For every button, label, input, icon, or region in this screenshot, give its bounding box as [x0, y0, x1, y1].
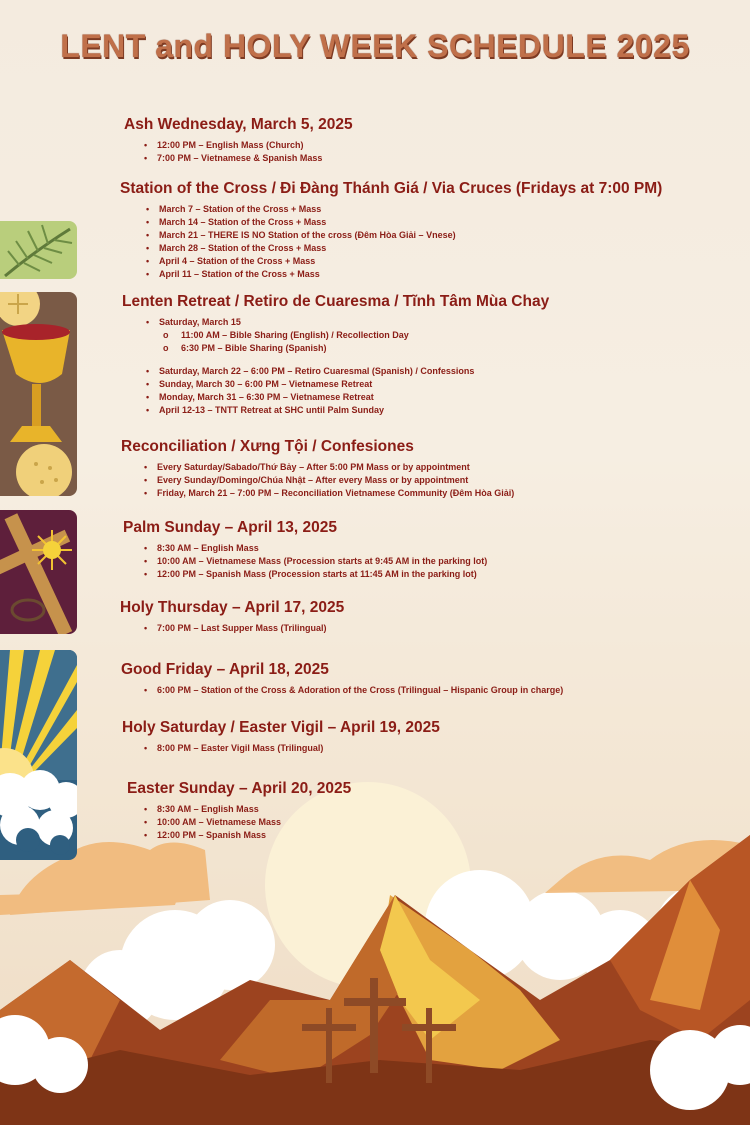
- list-item: • 6:00 PM – Station of the Cross & Adoration of the Cross (Trilingual – Hispanic Group in charge): [144, 684, 750, 697]
- sub-list-item: o 6:30 PM – Bible Sharing (Spanish): [159, 342, 750, 355]
- list-item: • 10:00 AM – Vietnamese Mass (Procession starts at 9:45 AM in the parking lot): [144, 555, 750, 568]
- list-item: • Friday, March 21 – 7:00 PM – Reconciliation Vietnamese Community (Đêm Hòa Giải): [144, 487, 750, 500]
- reconciliation-section: [0, 438, 750, 500]
- section-heading: Easter Sunday – April 20, 2025: [127, 780, 352, 797]
- section-heading: Holy Saturday / Easter Vigil – April 19, 2025: [122, 719, 440, 736]
- list-item: • 8:30 AM – English Mass: [144, 803, 750, 816]
- list-item: • April 12-13 – TNTT Retreat at SHC until Palm Sunday: [146, 404, 750, 417]
- ash-wednesday-section: [0, 116, 750, 165]
- list-item: • Saturday, March 22 – 6:00 PM – Retiro Cuaresmal (Spanish) / Confessions: [146, 365, 750, 378]
- easter-sunday-section: [0, 780, 750, 842]
- palm-sunday-section: [0, 519, 750, 581]
- section-heading: Holy Thursday – April 17, 2025: [120, 599, 345, 616]
- list-item: • 8:30 AM – English Mass: [144, 542, 750, 555]
- list-item: • April 11 – Station of the Cross + Mass: [146, 268, 750, 281]
- list-item: • Saturday, March 15: [146, 316, 750, 329]
- list-item: • 12:00 PM – Spanish Mass: [144, 829, 750, 842]
- list-item: • Monday, March 31 – 6:30 PM – Vietnamese Retreat: [146, 391, 750, 404]
- section-heading: Palm Sunday – April 13, 2025: [123, 519, 337, 536]
- list-item: • Every Saturday/Sabado/Thứ Bảy – After 5:00 PM Mass or by appointment: [144, 461, 750, 474]
- list-item: • 7:00 PM – Vietnamese & Spanish Mass: [144, 152, 750, 165]
- list-item: • March 7 – Station of the Cross + Mass: [146, 203, 750, 216]
- lenten-retreat-section: [0, 293, 750, 417]
- section-heading: Ash Wednesday, March 5, 2025: [124, 116, 353, 133]
- list-item: • March 14 – Station of the Cross + Mass: [146, 216, 750, 229]
- good-friday-section: [0, 661, 750, 697]
- list-item: • March 28 – Station of the Cross + Mass: [146, 242, 750, 255]
- list-item: • 12:00 PM – English Mass (Church): [144, 139, 750, 152]
- list-item: • March 21 – THERE IS NO Station of the cross (Đêm Hòa Giải – Vnese): [146, 229, 750, 242]
- page-title: LENT and HOLY WEEK SCHEDULE 2025: [60, 28, 690, 64]
- section-heading: Good Friday – April 18, 2025: [121, 661, 329, 678]
- list-item: • 8:00 PM – Easter Vigil Mass (Trilingual): [144, 742, 750, 755]
- list-item: • 10:00 AM – Vietnamese Mass: [144, 816, 750, 829]
- sub-list-item: o 11:00 AM – Bible Sharing (English) / Recollection Day: [159, 329, 750, 342]
- holy-thursday-section: [0, 599, 750, 635]
- list-item: • 7:00 PM – Last Supper Mass (Trilingual): [144, 622, 750, 635]
- list-item: • April 4 – Station of the Cross + Mass: [146, 255, 750, 268]
- list-item: • Sunday, March 30 – 6:00 PM – Vietnamese Retreat: [146, 378, 750, 391]
- list-item: • 12:00 PM – Spanish Mass (Procession starts at 11:45 AM in the parking lot): [144, 568, 750, 581]
- section-heading: Reconciliation / Xưng Tội / Confesiones: [121, 438, 414, 455]
- holy-saturday-section: [0, 719, 750, 755]
- station-of-cross-section: [0, 180, 750, 281]
- section-heading: Lenten Retreat / Retiro de Cuaresma / Tĩnh Tâm Mùa Chay: [122, 293, 550, 310]
- section-heading: Station of the Cross / Đi Đàng Thánh Giá / Via Cruces (Fridays at 7:00 PM): [120, 180, 663, 197]
- list-item: • Every Sunday/Domingo/Chúa Nhật – After every Mass or by appointment: [144, 474, 750, 487]
